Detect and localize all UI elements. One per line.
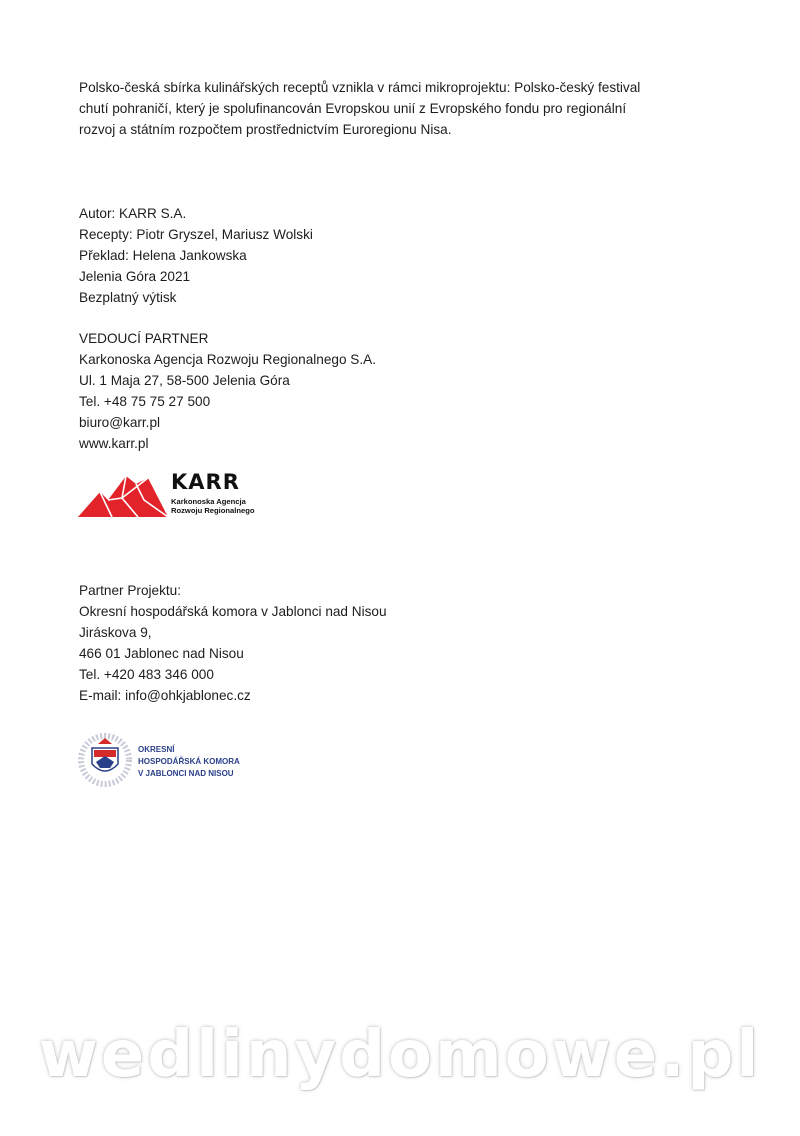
author: Autor: KARR S.A.	[79, 206, 187, 221]
translator: Překlad: Helena Jankowska	[79, 248, 247, 263]
project-partner-block	[79, 580, 387, 706]
lead-partner-name: Karkonoska Agencja Rozwoju Regionalnego S.A.	[79, 352, 376, 367]
ohk-logo-line: OKRESNÍ	[138, 745, 175, 754]
ohk-logo	[78, 732, 248, 788]
karr-logo-line: Rozwoju Regionalnego	[171, 506, 255, 515]
project-partner-city: 466 01 Jablonec nad Nisou	[79, 646, 244, 661]
lead-partner-email: biuro@karr.pl	[79, 415, 161, 430]
karr-mountains-icon	[78, 470, 168, 520]
lead-partner-block	[79, 328, 376, 454]
place-year: Jelenia Góra 2021	[79, 269, 191, 284]
intro-paragraph	[79, 77, 719, 140]
karr-logo-subtitle	[171, 497, 255, 515]
project-partner-email: E-mail: info@ohkjablonec.cz	[79, 688, 251, 703]
ohk-logo-line: HOSPODÁŘSKÁ KOMORA	[138, 757, 240, 766]
intro-line: rozvoj a státním rozpočtem prostřednictvím Euroregionu Nisa.	[79, 122, 452, 137]
watermark: wedlinydomowe.pl	[38, 1018, 762, 1092]
project-partner-name: Okresní hospodářská komora v Jablonci nad Nisou	[79, 604, 387, 619]
ohk-logo-line: V JABLONCI NAD NISOU	[138, 769, 234, 778]
ohk-emblem-icon	[78, 732, 132, 788]
project-partner-heading: Partner Projektu:	[79, 583, 181, 598]
recipes-authors: Recepty: Piotr Gryszel, Mariusz Wolski	[79, 227, 313, 242]
credits-block	[79, 203, 313, 308]
lead-partner-phone: Tel. +48 75 75 27 500	[79, 394, 211, 409]
karr-logo-brand: KARR	[171, 470, 240, 494]
karr-logo	[78, 470, 268, 520]
karr-logo-line: Karkonoska Agencja	[171, 497, 246, 506]
intro-line: Polsko-česká sbírka kulinářských receptů vznikla v rámci mikroprojektu: Polsko-český festival	[79, 80, 641, 95]
lead-partner-heading: VEDOUCÍ PARTNER	[79, 331, 209, 346]
ohk-logo-text	[138, 744, 240, 780]
project-partner-street: Jiráskova 9,	[79, 625, 152, 640]
lead-partner-address: Ul. 1 Maja 27, 58-500 Jelenia Góra	[79, 373, 290, 388]
project-partner-phone: Tel. +420 483 346 000	[79, 667, 214, 682]
lead-partner-website: www.karr.pl	[79, 436, 149, 451]
free-copy-note: Bezplatný výtisk	[79, 290, 177, 305]
intro-line: chutí pohraničí, který je spolufinancován Evropskou unií z Evropského fondu pro regionální	[79, 101, 627, 116]
